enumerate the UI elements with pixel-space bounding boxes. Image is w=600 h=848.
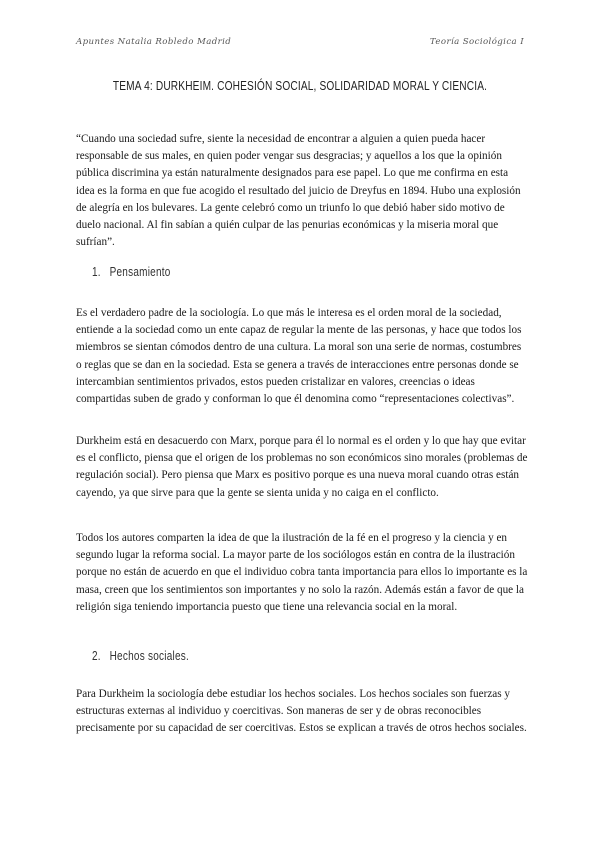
section-title: Pensamiento: [109, 265, 171, 279]
paragraph-pensamiento-1: Es el verdadero padre de la sociología. Lo que más le interesa es el orden moral de la sociedad, entiende a la sociedad como un ente capaz de regular la mente de las personas, y hace que todos los miembros se sientan cómodos dentro de una cultura. La moral son una serie de normas, costumbres o reglas que se dan en la sociedad. Esta se genera a través de interacciones entre personas donde se intercambian sentimientos privados, estos pueden cristalizar en valores, creencias o ideas compartidas suben de grado y conforman lo que él denomina como “representaciones colectivas”.: [76, 307, 522, 406]
paragraph-pensamiento-3: Todos los autores comparten la idea de que la ilustración de la fé en el progreso y la ciencia y en segundo lugar la reforma social. La mayor parte de los sociólogos están en contra de la ilustración porque no están de acuerdo en que el individuo cobra tanta importancia para ellos lo importante es la masa, creen que los sentimientos son importantes y no solo la razón. Además están a favor de que la religión siga teniendo importancia puesto que tiene una relevancia social en la moral.: [76, 532, 528, 613]
page-header: [76, 37, 524, 51]
document-title: TEMA 4: DURKHEIM. COHESIÓN SOCIAL, SOLIDARIDAD MORAL Y CIENCIA.: [112, 78, 488, 93]
paragraph-hechos-sociales-1: Para Durkheim la sociología debe estudiar los hechos sociales. Los hechos sociales son fuerzas y estructuras externas al individuo y coercitivas. Son maneras de ser y de obras reconocibles precisamente por su capacidad de ser coercitivas. Estos se explican a través de otros hechos sociales.: [76, 688, 527, 735]
header-course: Teoría Sociológica I: [429, 37, 524, 47]
section-heading-hechos-sociales: [92, 649, 189, 663]
section-title: Hechos sociales.: [109, 649, 190, 663]
section-number: 1.: [92, 265, 101, 279]
paragraph-pensamiento-2: Durkheim está en desacuerdo con Marx, porque para él lo normal es el orden y lo que hay que evitar es el conflicto, piensa que el origen de los problemas no son económicos sino morales (problemas de regulación social). Pero piensa que Marx es positivo porque es una nueva moral cuando otras están cayendo, ya que sirve para que la gente se sienta unida y no caiga en el conflicto.: [76, 435, 528, 499]
section-heading-pensamiento: [92, 265, 171, 279]
opening-quote: “Cuando una sociedad sufre, siente la necesidad de encontrar a alguien a quien pueda hacer responsable de sus males, en quien poder vengar sus desgracias; y aquellos a los que la opinión pública discrimina ya están naturalmente designados para ese papel. Lo que me confirma en esta idea es la forma en que fue acogido el resultado del juicio de Dreyfus en 1894. Hubo una explosión de alegría en los bulevares. La gente celebró como un triunfo lo que debió haber sido motivo de duelo nacional. Al fin sabían a quién culpar de las penurias económicas y la miseria moral que sufrían”.: [76, 133, 521, 249]
header-author: Apuntes Natalia Robledo Madrid: [76, 37, 232, 47]
section-number: 2.: [92, 649, 101, 663]
